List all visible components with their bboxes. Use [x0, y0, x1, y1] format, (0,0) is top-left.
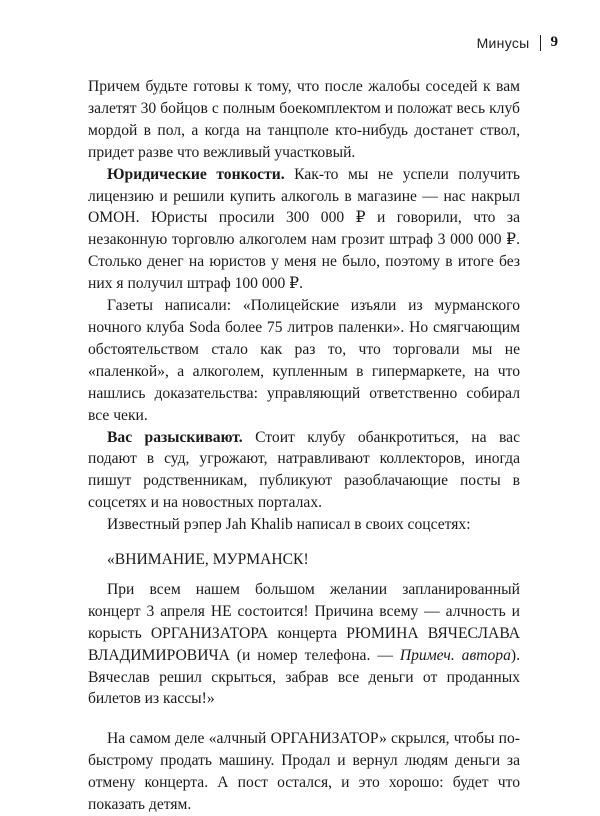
quote-body: [88, 579, 520, 710]
header-divider: [540, 35, 541, 51]
section-title: Минусы: [476, 34, 530, 51]
quote-body-part-2: ). Вячеслав решил скрыться, забрав все деньги от проданных билетов из кассы!»: [88, 646, 520, 708]
paragraph-text-legal: Как-то мы не успели получить лицензию и решили купить алкоголь в магазине — нас накрыл ОМОН. Юристы просили 300 000 ₽ и говорили, что за незаконную торговлю алкоголем нам грозит штраф 3 000 000 ₽. Столько денег на юристов у меня не было, поэтому в итоге без них я получил штраф 100 000 ₽.: [88, 165, 521, 293]
quote-title: «ВНИМАНИЕ, МУРМАНСК!: [107, 551, 309, 569]
paragraph-conclusion: На самом деле «алчный ОРГАНИЗАТОР» скрылся, чтобы по-быстрому продать машину. Продал и вернул людям деньги за отмену концерта. А пост остался, и это хорошо: будет что показать детям.: [88, 730, 520, 814]
quote-body-part-1: При всем нашем большом желании запланированный концерт 3 апреля НЕ состоится! Причина всему — алчность и корысть ОРГАНИЗАТОРА концерта РЮМИНА ВЯЧЕСЛАВА ВЛАДИМИРОВИЧА (и номер телефона. —: [88, 580, 520, 664]
page-number: 9: [550, 34, 558, 50]
paragraph-wanted: [88, 427, 520, 515]
quote-author-note: Примеч. автора: [399, 646, 511, 664]
quote-block: [88, 549, 520, 710]
paragraph-newspapers: Газеты написали: «Полицейские изъяли из мурманского ночного клуба Soda более 75 литров паленки». Но смягчающим обстоятельством стало как раз то, что торговали мы не «паленкой», а алкоголем, купленным в гипермаркете, на что нашлись доказательства: управляющий ответственно собирал все чеки.: [88, 297, 520, 424]
page-body: [88, 76, 520, 816]
paragraph-1: Причем будьте готовы к тому, что после жалобы соседей к вам залетят 30 бойцов с полным боекомплектом и положат весь клуб мордой в пол, а когда на танцполе кто-нибудь достанет ствол, придет разве что вежливый участковый.: [88, 78, 520, 161]
paragraph-legal-subtleties: [88, 164, 520, 295]
paragraph-lead-legal: Юридические тонкости.: [107, 165, 285, 183]
running-head: [477, 34, 558, 51]
paragraph-text-wanted: Стоит клубу обанкротиться, на вас подают в суд, угрожают, натравливают коллекторов, иногда пишут родственникам, публикуют разоблачающие посты в соцсетях и на новостных порталах.: [88, 428, 520, 512]
paragraph-rapper: Известный рэпер Jah Khalib написал в своих соцсетях:: [107, 516, 471, 534]
paragraph-lead-wanted: Вас разыскивают.: [107, 428, 243, 446]
